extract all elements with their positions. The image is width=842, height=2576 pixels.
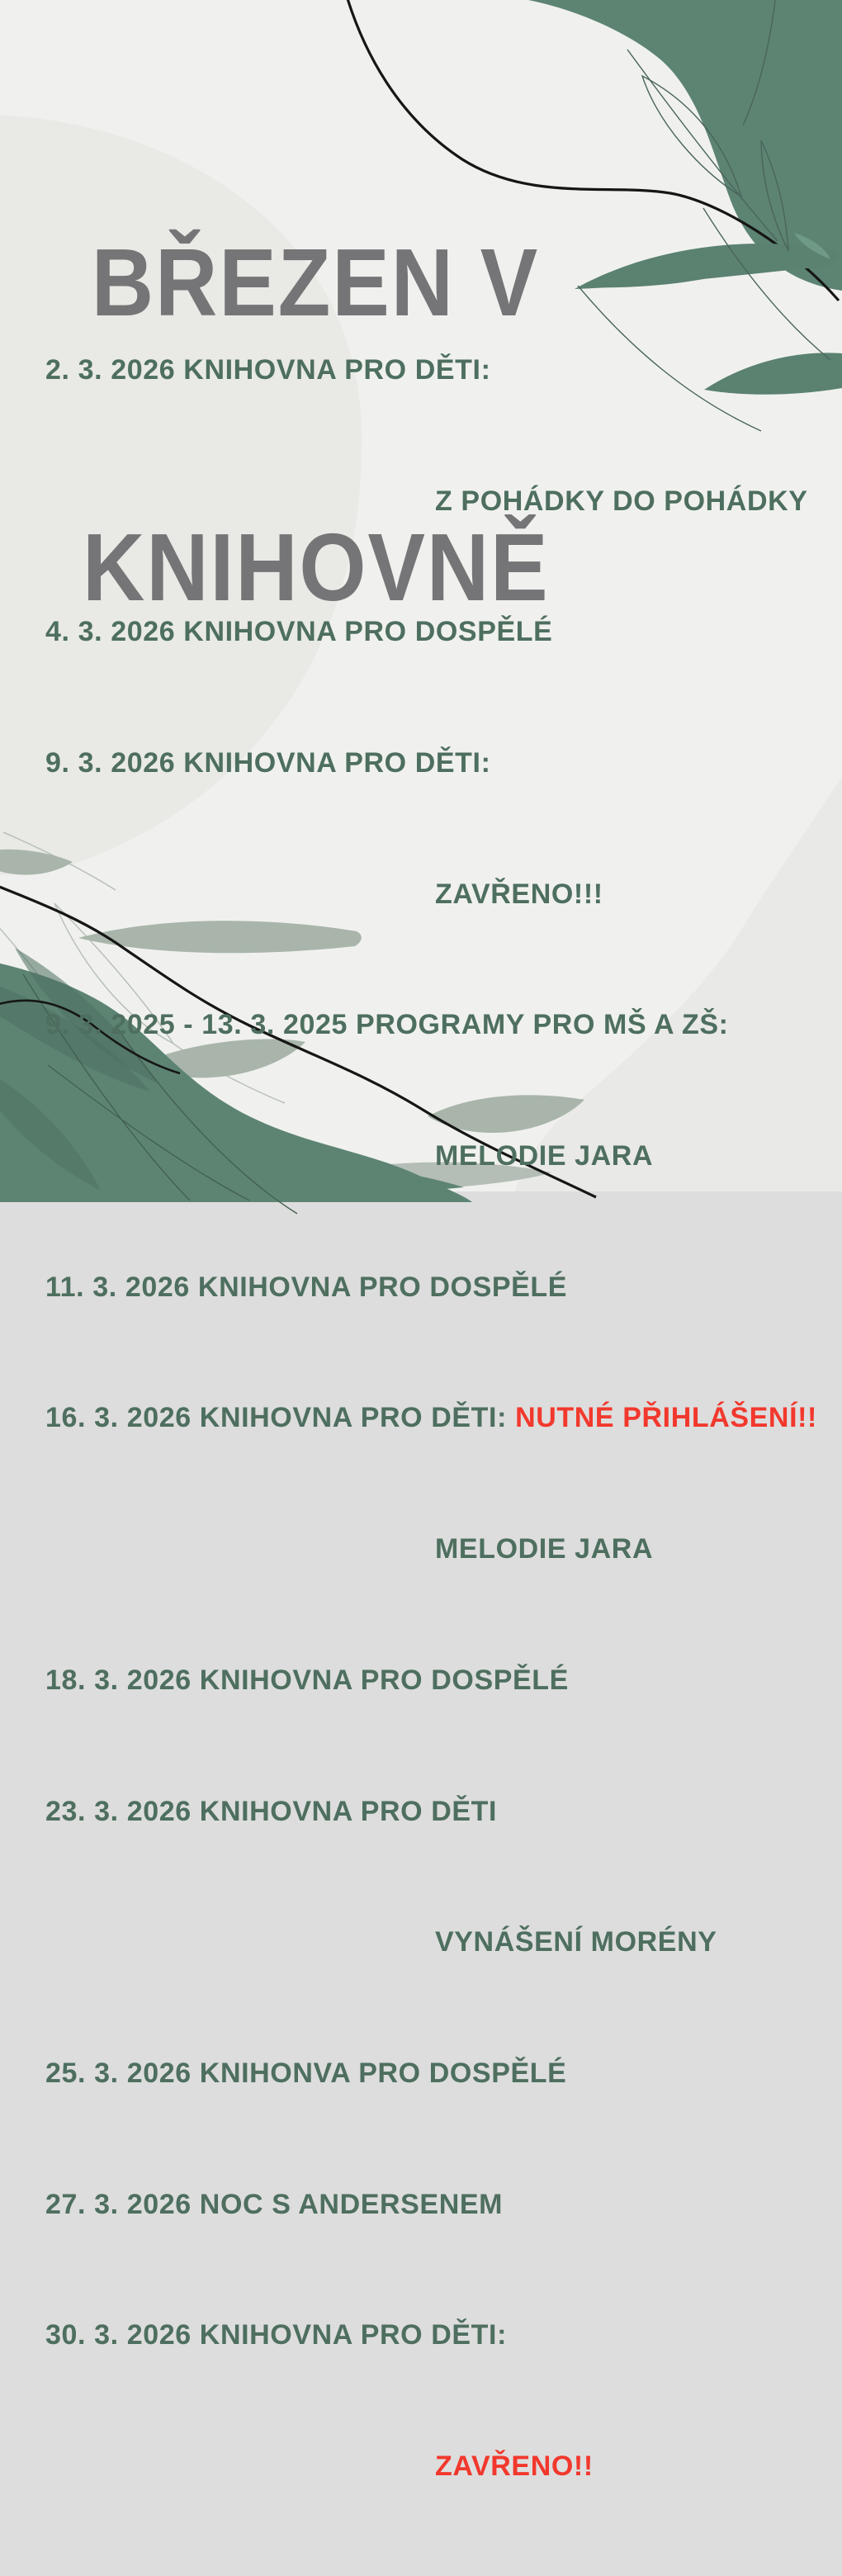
event-text: Z POHÁDKY DO POHÁDKY [435, 485, 808, 517]
schedule-line [45, 480, 821, 523]
schedule-line [45, 2183, 821, 2227]
schedule-line [45, 1790, 821, 1834]
schedule-line [45, 1003, 821, 1047]
event-text: ZAVŘENO!!! [435, 878, 603, 910]
event-text: 18. 3. 2026 KNIHOVNA PRO DOSPĚLÉ [45, 1664, 569, 1696]
event-text: 27. 3. 2026 NOC S ANDERSENEM [45, 2188, 504, 2220]
event-alert-text: NUTNÉ PŘIHLÁŠENÍ!! [515, 1402, 817, 1434]
schedule-list [45, 261, 821, 2576]
event-text: MELODIE JARA [435, 1140, 654, 1172]
schedule-line [45, 1920, 821, 1964]
event-text: 23. 3. 2026 KNIHOVNA PRO DĚTI [45, 1795, 498, 1827]
schedule-line [45, 610, 821, 654]
event-text: 9. 3. 2026 KNIHOVNA PRO DĚTI: [45, 746, 491, 779]
poster-title-line2: KNIHOVNĚ [83, 514, 550, 621]
schedule-line [45, 348, 821, 392]
event-text: MELODIE JARA [435, 1533, 654, 1565]
schedule-line [45, 741, 821, 785]
schedule-line [45, 1659, 821, 1702]
event-text: 9. 3. 2025 - 13. 3. 2025 PROGRAMY PRO MŠ A ZŠ: [45, 1009, 729, 1041]
event-text: 2. 3. 2026 KNIHOVNA PRO DĚTI: [45, 353, 491, 386]
event-alert-text: ZAVŘENO!! [435, 2451, 594, 2483]
schedule-line [45, 2445, 821, 2488]
event-text: 16. 3. 2026 KNIHOVNA PRO DĚTI: [45, 1402, 516, 1434]
schedule-line [45, 873, 821, 916]
poster-title-line1: BŘEZEN V [91, 229, 540, 336]
schedule-line [45, 1527, 821, 1571]
schedule-line [45, 2052, 821, 2095]
schedule-line [45, 1266, 821, 1309]
event-text: 30. 3. 2026 KNIHOVNA PRO DĚTI: [45, 2319, 508, 2351]
event-text: 11. 3. 2026 KNIHOVNA PRO DOSPĚLÉ [45, 1271, 568, 1303]
schedule-line [45, 2313, 821, 2357]
event-text: 25. 3. 2026 KNIHONVA PRO DOSPĚLÉ [45, 2057, 567, 2089]
event-text: VYNÁŠENÍ MORÉNY [435, 1926, 717, 1958]
schedule-line [45, 1396, 821, 1440]
schedule-line [45, 1134, 821, 1178]
event-text: 4. 3. 2026 KNIHOVNA PRO DOSPĚLÉ [45, 616, 553, 648]
